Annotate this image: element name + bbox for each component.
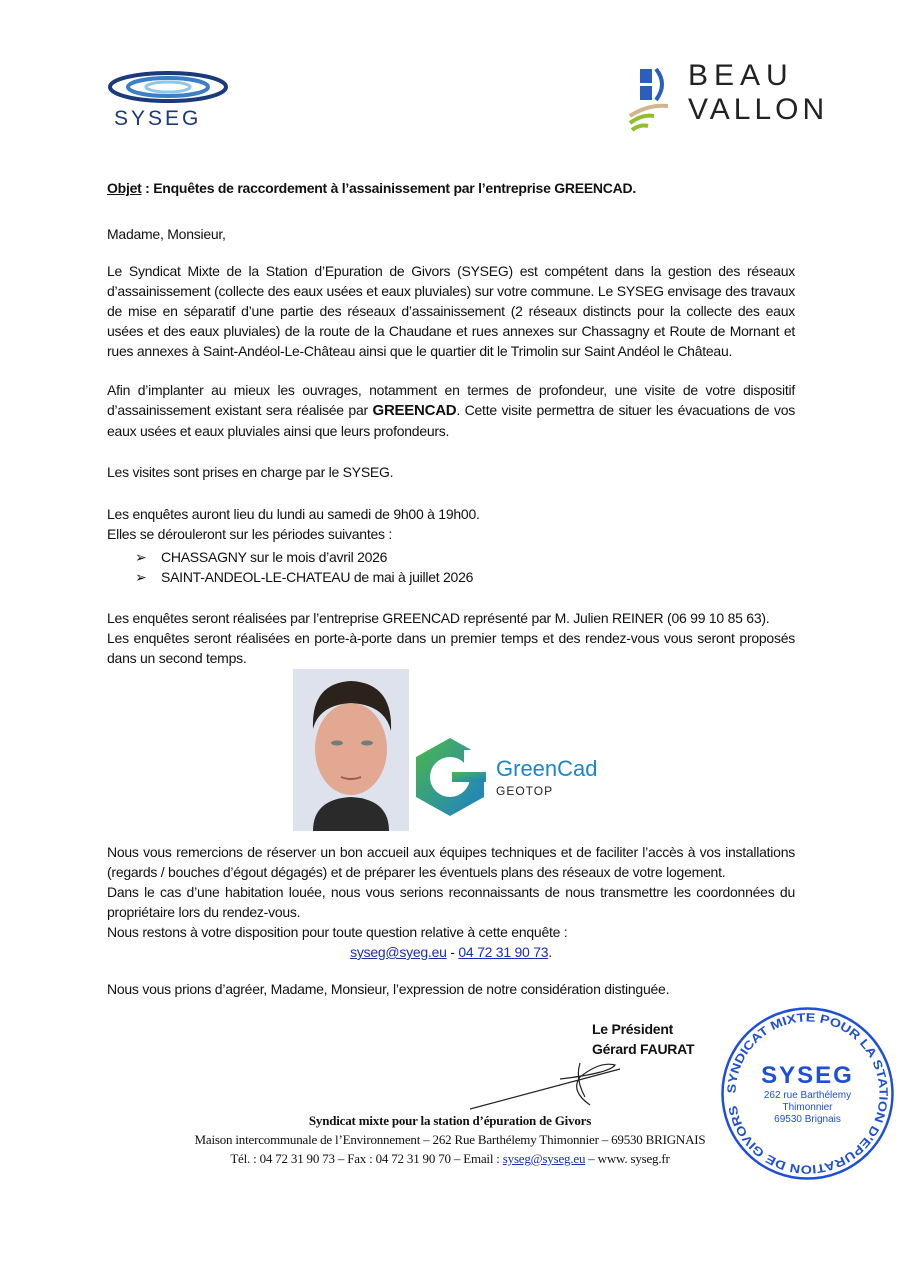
period-text: CHASSAGNY sur le mois d’avril 2026	[161, 549, 388, 565]
paragraph-cost: Les visites sont prises en charge par le SYSEG.	[107, 464, 394, 480]
syseg-logo	[108, 70, 233, 130]
person-portrait-icon	[293, 669, 409, 831]
periods-intro: Elles se dérouleront sur les périodes suivantes :	[107, 526, 393, 542]
period-text: SAINT-ANDEOL-LE-CHATEAU de mai à juillet 2026	[161, 569, 474, 585]
door-to-door-line: Les enquêtes seront réalisées en porte-à-porte dans un premier temps et des rendez-vous vous seront proposés dans un second temps.	[107, 630, 795, 666]
contact-end: .	[548, 944, 552, 960]
paragraph-visit-text-b: . Cette visite permettra de situer les évacuations de vos eaux usées et eaux pluviales ainsi que leurs profondeurs.	[107, 402, 796, 439]
beau-vallon-line1: BEAU	[688, 59, 794, 92]
arrow-bullet-icon: ➢	[135, 549, 147, 565]
official-stamp	[720, 1006, 895, 1181]
contractor-photo	[293, 669, 409, 831]
footer-org: Syndicat mixte pour la station d’épuration de Givors	[308, 1113, 592, 1128]
greencad-sub: GEOTOP	[496, 784, 554, 798]
contact-separator: -	[446, 944, 459, 960]
syseg-logo-text: SYSEG	[114, 107, 202, 130]
subject-line	[107, 178, 795, 198]
greencad-logo	[414, 736, 614, 818]
subject-text: : Enquêtes de raccordement à l’assainissement par l’entreprise GREENCAD.	[141, 180, 637, 196]
paragraph-rental: Dans le cas d’une habitation louée, nous vous serions reconnaissants de nous transmettre les coordonnées du propriétaire lors du rendez-vous.	[107, 884, 795, 920]
paragraph-visit-text-a: Afin d’implanter au mieux les ouvrages, notamment en termes de profondeur, une visite de votre dispositif d’assainissement existant sera réalisée par	[107, 382, 795, 418]
footer-phone-fax: Tél. : 04 72 31 90 73 – Fax : 04 72 31 90 70 – Email :	[230, 1151, 503, 1166]
salutation: Madame, Monsieur,	[107, 226, 226, 242]
stamp-center	[750, 1046, 865, 1141]
signature-icon	[470, 1061, 630, 1111]
swirl-icon	[108, 70, 233, 104]
footer-website: – www. syseg.fr	[585, 1151, 670, 1166]
beau-vallon-line2: VALLON	[688, 93, 829, 126]
paragraph-availability: Nous restons à votre disposition pour toute question relative à cette enquête :	[107, 924, 568, 940]
paragraph-welcome: Nous vous remercions de réserver un bon accueil aux équipes techniques et de faciliter l’accès à vos installations (regards / bouches d’égout dégagés) et de préparer les éventuels plans des réseaux de votre logement.	[107, 844, 795, 880]
stamp-center-text: SYSEG	[761, 1061, 854, 1089]
contractor-row	[107, 669, 795, 833]
closing: Nous vous prions d’agréer, Madame, Monsieur, l’expression de notre considération distinguée.	[107, 981, 670, 997]
paragraph-visit-company: GREENCAD	[372, 402, 457, 419]
beau-vallon-logo	[628, 58, 838, 133]
contractor-line: Les enquêtes seront réalisées par l’entreprise GREENCAD représenté par M. Julien REINER (06 99 10 85 63).	[107, 610, 770, 626]
contact-email-link[interactable]: syseg@syeg.eu	[350, 944, 447, 960]
stamp-address-1: 262 rue Barthélemy Thimonnier	[763, 1089, 852, 1113]
signatory-name: Gérard FAURAT	[592, 1041, 695, 1057]
paragraph-visit	[107, 380, 795, 441]
contact-line	[107, 942, 795, 962]
greencad-name: GreenCad	[496, 756, 598, 781]
schedule-line: Les enquêtes auront lieu du lundi au samedi de 9h00 à 19h00.	[107, 506, 480, 522]
period-item	[107, 547, 795, 567]
letter-body	[107, 178, 891, 1177]
stamp-ring-text: SYNDICAT MIXTE POUR LA STATION D'EPURATION DE GIVORS	[724, 1010, 891, 1177]
paragraph-intro: Le Syndicat Mixte de la Station d’Epuration de Givors (SYSEG) est compétent dans la gestion des réseaux d’assainissement (collecte des eaux usées et eaux pluviales) sur votre commune. Le SYSEG envisage des travaux de mise en séparatif d’une partie des réseaux d’assainissement (2 réseaux distincts pour la collecte des eaux usées et des eaux pluviales) de la route de la Chaudane et rues annexes sur Chassagny et Route de Mornant et rues annexes à Saint-Andéol-Le-Château ainsi que le quartier dit le Trimolin sur Saint Andéol le Château.	[107, 263, 795, 359]
footer-email-link[interactable]: syseg@syseg.eu	[502, 1151, 586, 1166]
arrow-bullet-icon: ➢	[135, 569, 147, 585]
greencad-hexagon-icon	[414, 736, 486, 818]
period-item	[107, 567, 795, 587]
contact-phone-link[interactable]: 04 72 31 90 73	[458, 944, 549, 960]
signatory-title: Le Président	[592, 1021, 674, 1037]
stamp-address-2: 69530 Brignais	[774, 1113, 841, 1125]
footer-address: Maison intercommunale de l’Environnement – 262 Rue Barthélemy Thimonnier – 69530 BRIGNAIS	[194, 1132, 706, 1147]
subject-label: Objet	[107, 180, 142, 196]
beau-vallon-emblem-icon	[628, 66, 673, 132]
